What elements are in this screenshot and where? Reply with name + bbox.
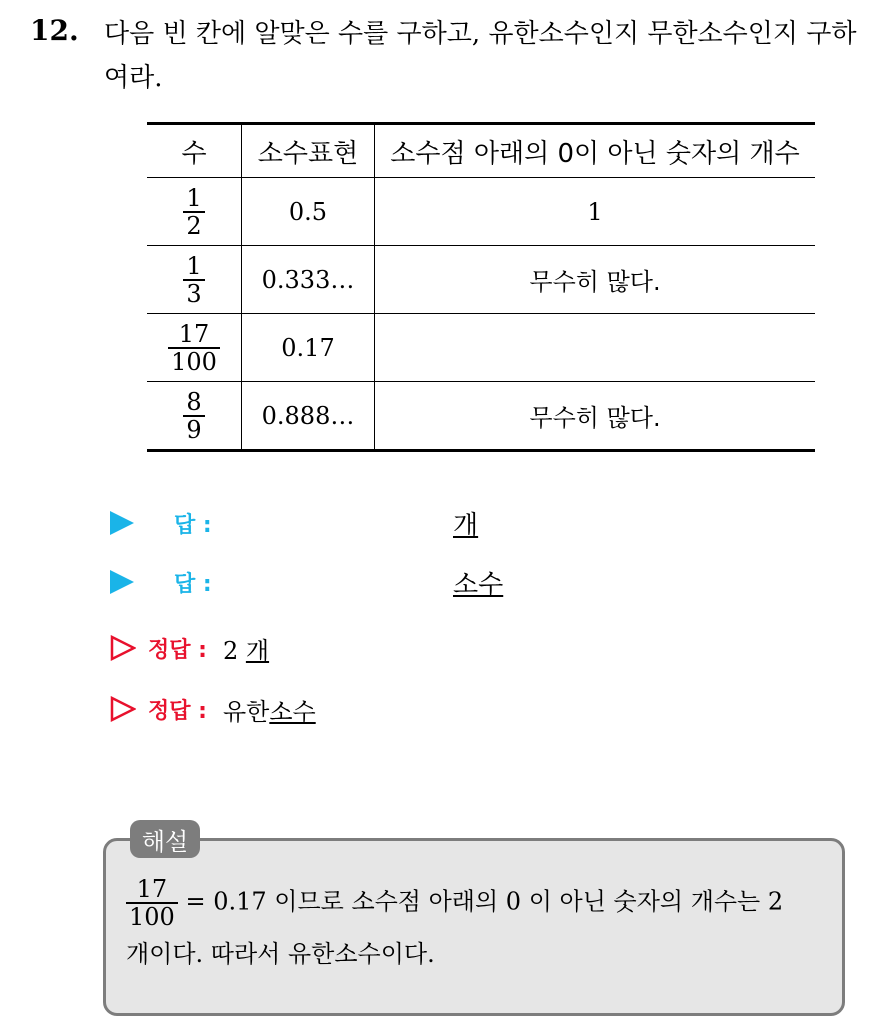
fraction-cell [147,246,242,314]
header-count: 소수점 아래의 0이 아닌 숫자의 개수 [375,124,816,178]
numerator: 17 [178,319,210,348]
explanation-tag: 해설 [130,820,200,858]
count-cell: 무수히 많다. [375,382,816,451]
count-cell: 무수히 많다. [375,246,816,314]
triangle-bullet-icon [110,511,134,535]
outline-triangle-icon [110,635,136,661]
explanation-line-1 [126,876,836,930]
fraction-cell [147,178,242,246]
fraction-cell [147,314,242,382]
decimal-cell: 0.5 [242,178,375,246]
question-number: 12. [30,14,79,47]
answer-row-1 [110,503,212,543]
fraction-table [147,122,815,452]
solution-unit: 소수 [269,697,316,726]
answer-row-2 [110,562,212,602]
numerator: 1 [186,183,202,212]
solution-prefix: 유한 [222,697,270,726]
decimal-cell: 0.17 [242,314,375,382]
table-row [147,178,815,246]
solution-label: 정답 : [148,637,207,663]
table-row [147,314,815,382]
triangle-bullet-icon [110,570,134,594]
solution-number: 2 [222,636,239,665]
decimal-cell: 0.888… [242,382,375,451]
solution-value [223,692,316,727]
explanation-fraction [126,876,178,930]
explanation-line-1-text: = 0.17 이므로 소수점 아래의 0 이 아닌 숫자의 개수는 2 [185,887,784,916]
solution-unit: 개 [245,636,270,665]
table-row [147,382,815,451]
count-cell-blank [375,314,816,382]
explanation-text [126,876,836,974]
header-number: 수 [147,124,242,178]
fraction [183,389,204,443]
denominator: 9 [183,415,204,443]
outline-triangle-icon [110,696,136,722]
header-decimal: 소수표현 [242,124,375,178]
table-header-row [147,124,815,178]
answer-label: 답 : [174,512,212,538]
numerator: 17 [136,875,168,903]
explanation-line-2: 개이다. 따라서 유한소수이다. [126,940,435,968]
answer-unit: 개 [453,511,479,541]
decimal-cell: 0.333… [242,246,375,314]
solution-label: 정답 : [148,698,207,724]
numerator: 1 [186,251,202,280]
fraction [183,185,204,239]
answer-unit: 소수 [453,570,504,600]
answer-label: 답 : [174,571,212,597]
question-text: 다음 빈 칸에 알맞은 수를 구하고, 유한소수인지 무한소수인지 구하여라. [104,19,857,93]
numerator: 8 [186,387,202,416]
denominator: 2 [183,211,204,239]
fraction [183,253,204,307]
denominator: 3 [183,279,204,307]
table-row [147,246,815,314]
solution-row-2 [110,689,316,729]
solution-value [223,631,269,666]
fraction-cell [147,382,242,451]
fraction [168,321,220,375]
denominator: 100 [126,902,178,930]
solution-row-1 [110,628,269,668]
denominator: 100 [168,347,220,375]
count-cell: 1 [375,178,816,246]
